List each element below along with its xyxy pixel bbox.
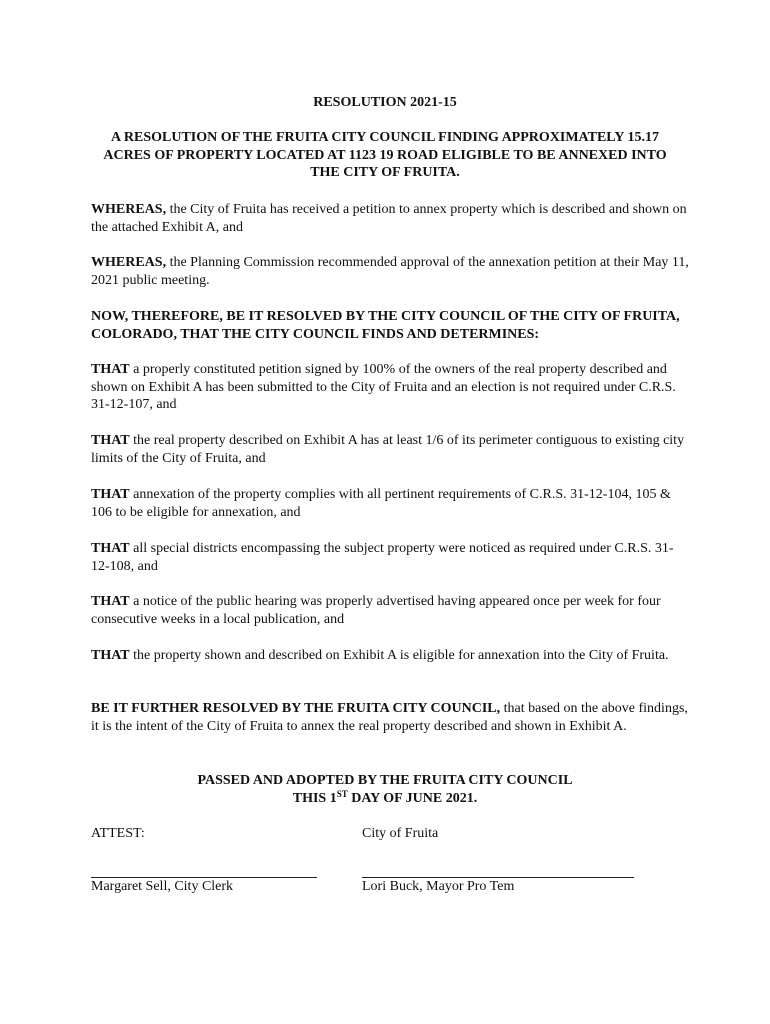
whereas-lead: WHEREAS, xyxy=(91,202,167,217)
that-paragraph-6 xyxy=(91,647,691,665)
resolution-title: RESOLUTION 2021-15 xyxy=(313,95,457,110)
that-lead: THAT xyxy=(91,541,130,556)
passed-line-2-pre: THIS 1 xyxy=(292,790,337,806)
that-text: a properly constituted petition signed by 100% of the owners of the real property described and shown on Exhibit A has been submitted to the City of Fruita and an election is not required under C.R.S. 31-12-107, and xyxy=(91,362,676,412)
clerk-name: Margaret Sell, City Clerk xyxy=(91,879,234,894)
mayor-name: Lori Buck, Mayor Pro Tem xyxy=(362,879,515,894)
that-paragraph-2 xyxy=(91,432,691,467)
whereas-text: the City of Fruita has received a petition to annex property which is described and shown on the attached Exhibit A, and xyxy=(91,202,687,235)
that-paragraph-1 xyxy=(91,361,691,414)
that-text: all special districts encompassing the subject property were noticed as required under C.R.S. 31-12-108, and xyxy=(91,541,674,574)
attest-label: ATTEST: xyxy=(91,826,145,841)
passed-line-1: PASSED AND ADOPTED BY THE FRUITA CITY COUNCIL xyxy=(197,773,573,788)
passed-ordinal-suffix: ST xyxy=(336,788,348,799)
resolved-clause: NOW, THEREFORE, BE IT RESOLVED BY THE CITY COUNCIL OF THE CITY OF FRUITA, COLORADO, THAT THE CITY COUNCIL FINDS AND DETERMINES: xyxy=(91,309,680,342)
further-lead: BE IT FURTHER RESOLVED BY THE FRUITA CITY COUNCIL, xyxy=(91,701,501,716)
whereas-paragraph-1 xyxy=(91,201,691,236)
that-text: the property shown and described on Exhibit A is eligible for annexation into the City of Fruita. xyxy=(129,648,669,663)
that-lead: THAT xyxy=(91,648,130,663)
that-text: annexation of the property complies with all pertinent requirements of C.R.S. 31-12-104, 105 & 106 to be eligible for annexation, and xyxy=(91,487,671,520)
whereas-paragraph-2 xyxy=(91,254,691,289)
further-resolved-paragraph xyxy=(91,700,691,735)
whereas-text: the Planning Commission recommended approval of the annexation petition at their May 11, 2021 public meeting. xyxy=(91,255,689,288)
passed-line-2 xyxy=(0,790,770,808)
that-paragraph-4 xyxy=(91,540,691,575)
that-lead: THAT xyxy=(91,487,130,502)
that-lead: THAT xyxy=(91,433,130,448)
passed-line-2-post: DAY OF JUNE 2021. xyxy=(347,790,478,806)
passed-and-adopted xyxy=(0,772,770,807)
that-paragraph-5 xyxy=(91,593,691,628)
that-lead: THAT xyxy=(91,594,130,609)
that-text: the real property described on Exhibit A has at least 1/6 of its perimeter contiguous to existing city limits of the City of Fruita, and xyxy=(91,433,685,466)
further-text: that based on the above findings, it is the intent of the City of Fruita to annex the real property described and shown in Exhibit A. xyxy=(91,701,688,734)
city-label: City of Fruita xyxy=(362,826,439,841)
resolution-heading: A RESOLUTION OF THE FRUITA CITY COUNCIL FINDING APPROXIMATELY 15.17 ACRES OF PROPERTY LOCATED AT 1123 19 ROAD ELIGIBLE TO BE ANNEXED INTO THE CITY OF FRUITA. xyxy=(103,130,667,180)
whereas-lead: WHEREAS, xyxy=(91,255,167,270)
that-lead: THAT xyxy=(91,362,130,377)
that-paragraph-3 xyxy=(91,486,691,521)
that-text: a notice of the public hearing was properly advertised having appeared once per week for four consecutive weeks in a local publication, and xyxy=(91,594,661,627)
